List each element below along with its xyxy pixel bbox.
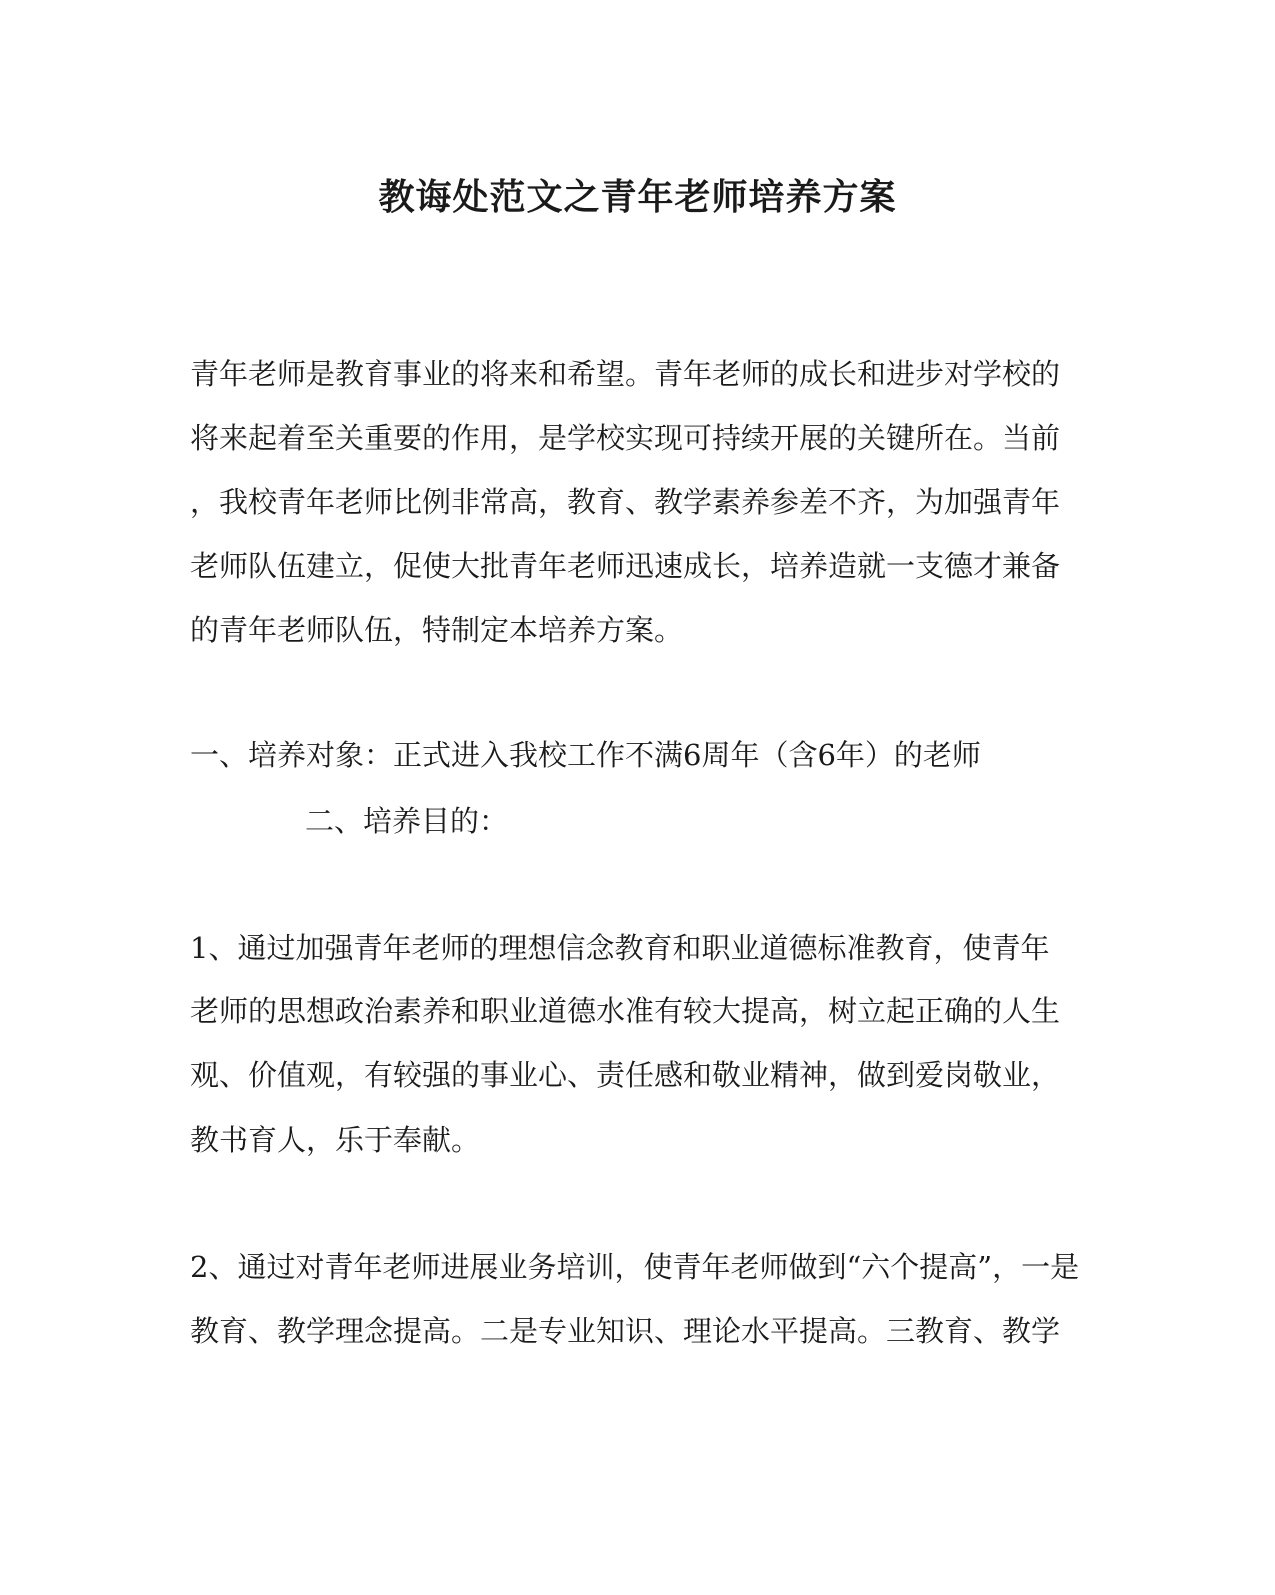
intro-line: 的青年老师队伍，特制定本培养方案。 — [190, 613, 684, 647]
section-heading-2: 二、培养目的： — [305, 804, 509, 838]
item1-line: 1、通过加强青年老师的理想信念教育和职业道德标准教育，使青年 — [190, 931, 1050, 965]
intro-line: ，我校青年老师比例非常高，教育、教学素养参差不齐，为加强青年 — [190, 485, 1061, 519]
intro-line: 青年老师是教育事业的将来和希望。青年老师的成长和进步对学校的 — [190, 357, 1061, 391]
item1-line: 教书育人，乐于奉献。 — [190, 1123, 481, 1157]
section-heading-1: 一、培养对象：正式进入我校工作不满6周年（含6年）的老师 — [190, 738, 981, 772]
document-title: 教诲处范文之青年老师培养方案 — [378, 176, 897, 218]
item1-line: 观、价值观，有较强的事业心、责任感和敬业精神，做到爱岗敬业， — [190, 1058, 1061, 1092]
intro-line: 将来起着至关重要的作用，是学校实现可持续开展的关键所在。当前 — [190, 421, 1061, 455]
item1-line: 老师的思想政治素养和职业道德水准有较大提高，树立起正确的人生 — [190, 994, 1061, 1028]
item2-line: 教育、教学理念提高。二是专业知识、理论水平提高。三教育、教学 — [190, 1314, 1061, 1348]
intro-line: 老师队伍建立，促使大批青年老师迅速成长，培养造就一支德才兼备 — [190, 549, 1061, 583]
item2-line: 2、通过对青年老师进展业务培训，使青年老师做到“六个提高”，一是 — [190, 1250, 1080, 1284]
